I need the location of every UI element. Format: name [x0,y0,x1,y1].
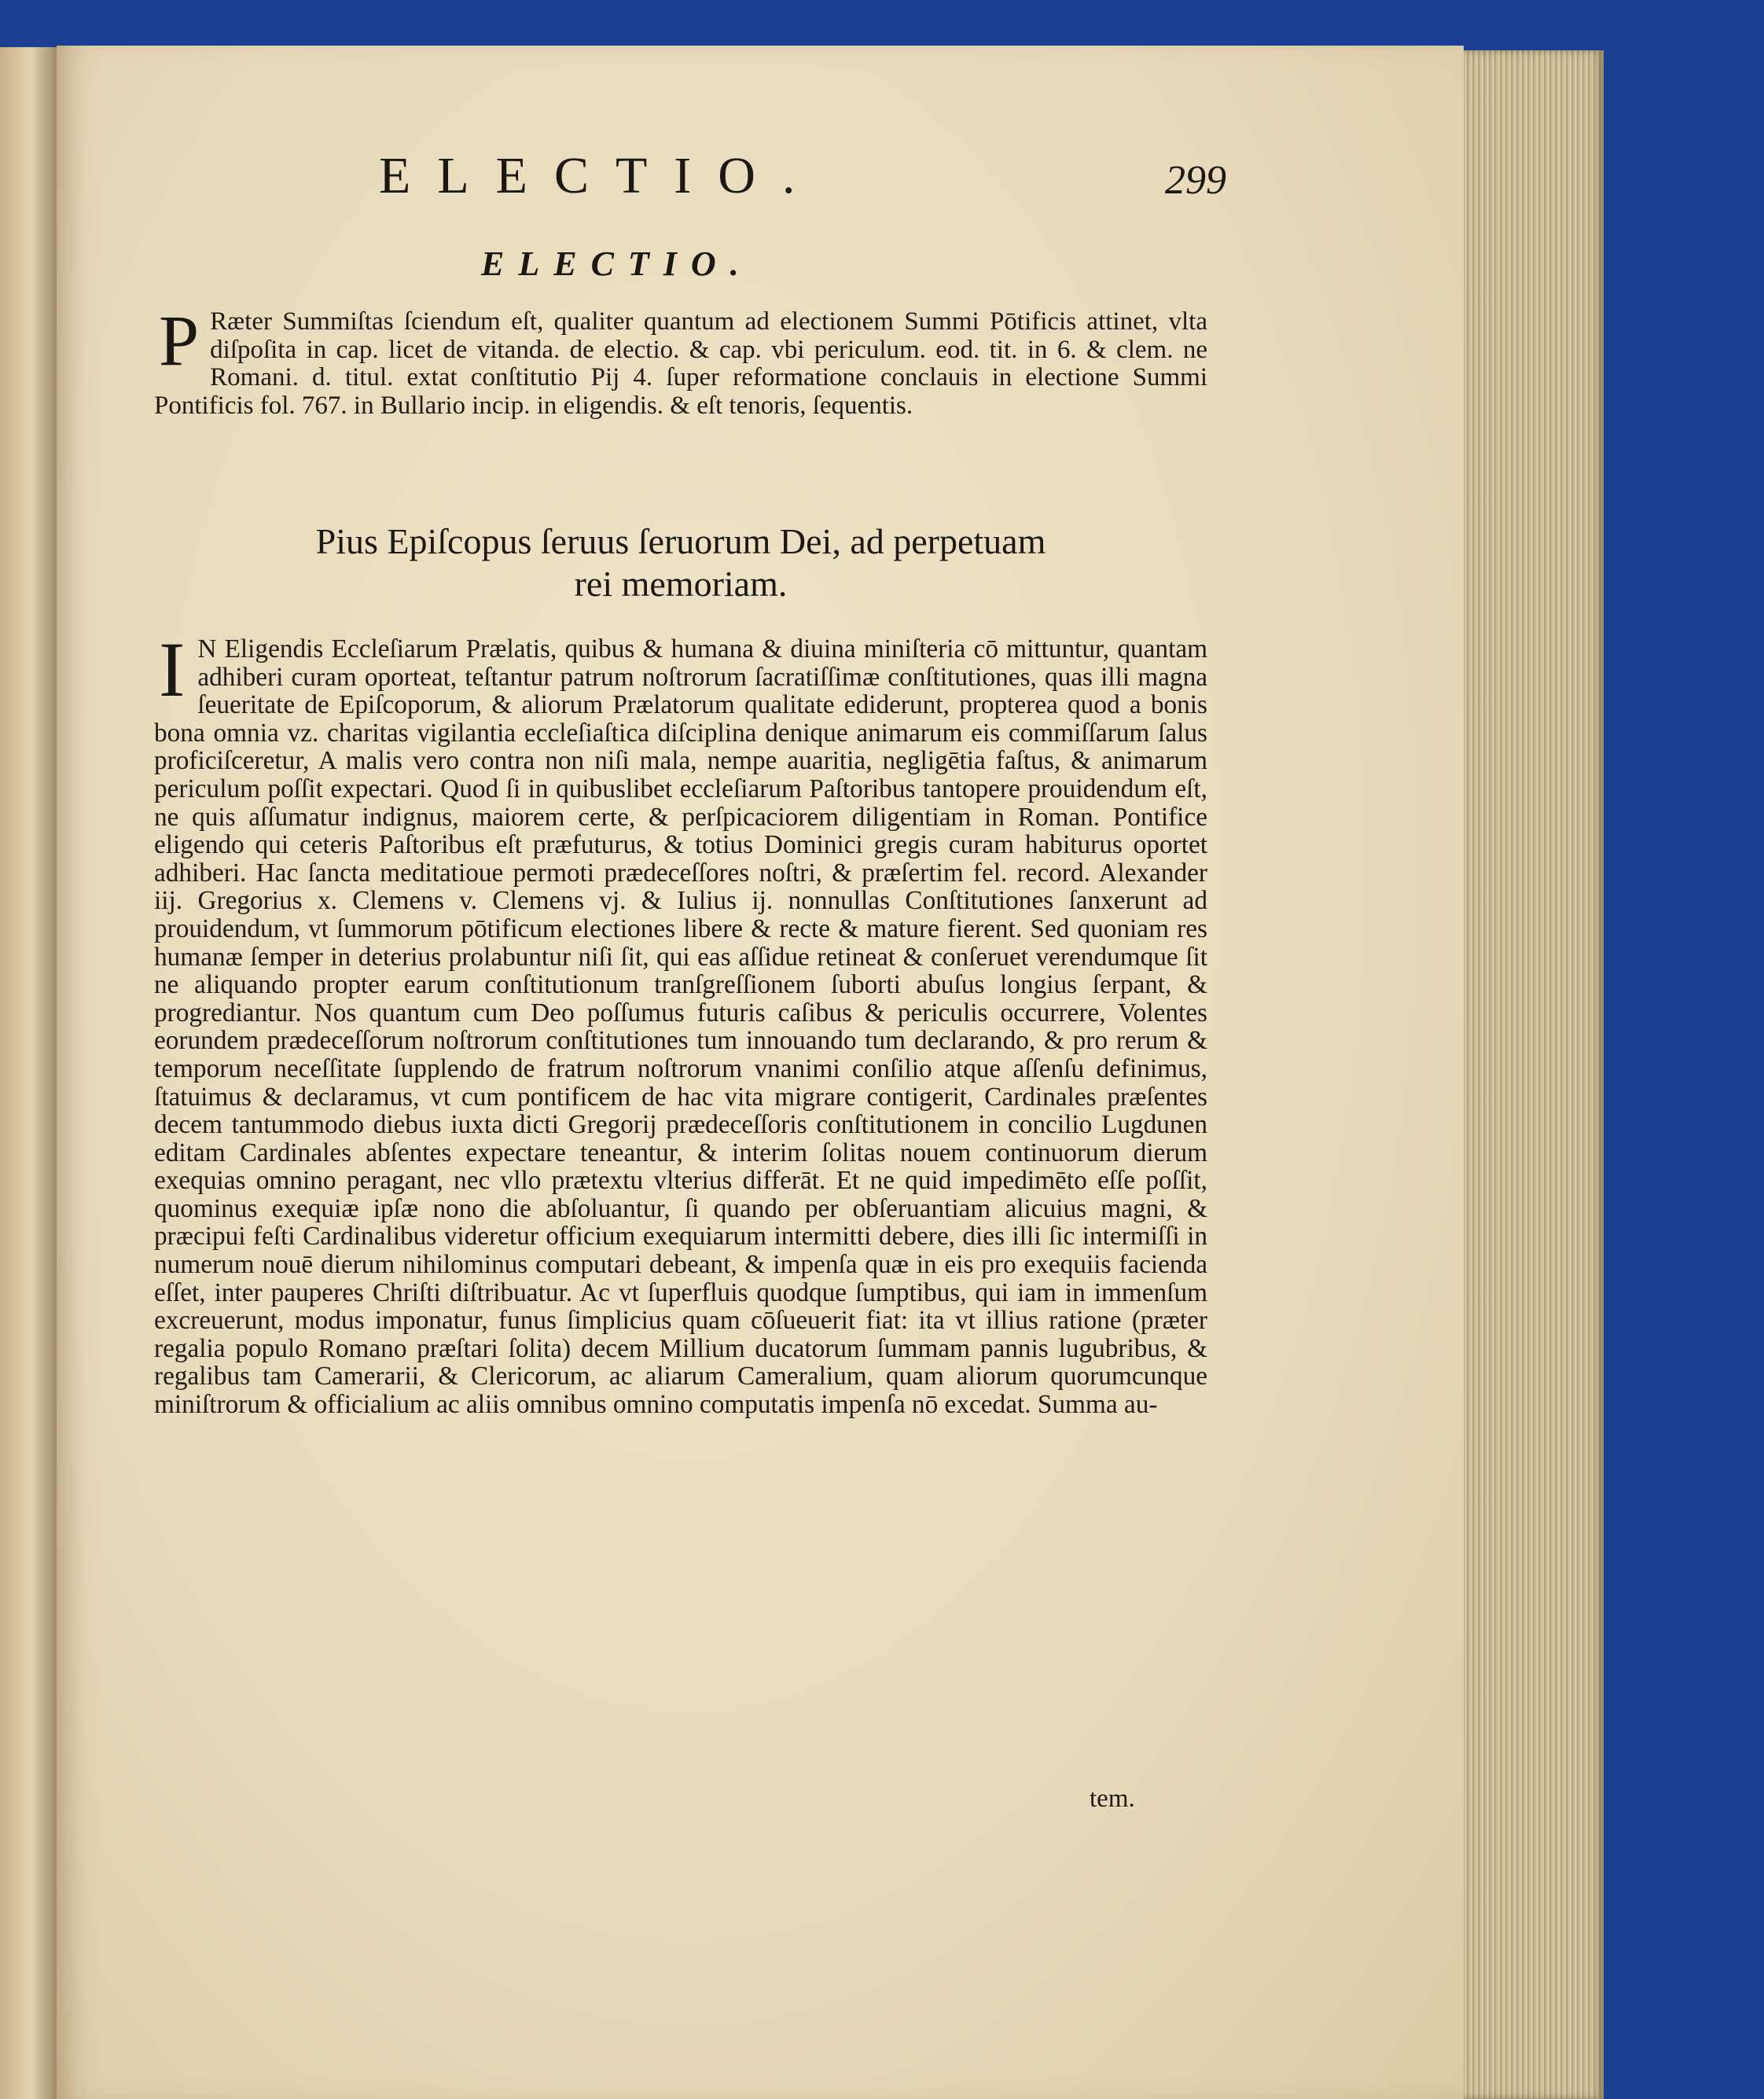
catchword: tem. [1090,1785,1135,1813]
body-text: N Eligendis Eccleſiarum Prælatis, quibus & humana & diuina miniſteria cō mittuntur, quantam adhiberi curam oporteat, teſtantur patrum noſtrorum ſacratiſſimæ conſtitutiones, quas illi magna ſeueritate de Epiſcoporum, & aliorum Prælatorum qualitate ediderunt, propterea quod a bonis bona omnia vz. charitas vigilantia eccleſiaſtica diſciplina denique animarum eis commiſſarum ſalus proficiſceretur, A malis vero contra non niſi mala, nempe auaritia, negligētia faſtus, & animarum periculum poſſit expectari. Quod ſi in quibuslibet eccleſiarum Paſtoribus tantopere prouidendum eſt, ne quis aſſumatur indignus, maiorem certe, & perſpicaciorem diligentiam in Roman. Pontifice eligendo qui ceteris Paſtoribus eſt præfuturus, & totius Dominici gregis curam habiturus oportet adhiberi. Hac ſancta meditatioue permoti prædeceſſores noſtri, & præſertim fel. record. Alexander iij. Gregorius x. Clemens v. Clemens vj. & Iulius ij. nonnullas Conſtitutiones ſanxerunt ad prouidendum, vt ſummorum pōtificum electiones libere & recte & mature fierent. Sed quoniam res humanæ ſemper in deterius prolabuntur niſi ſit, qui eas aſſidue retineat & conſeruet verendumque ſit ne aliquando propter earum conſtitutionum tranſgreſſionem ſuborti abuſus longius ſerpant, & progrediantur. Nos quantum cum Deo poſſumus futuris caſibus & periculis occurrere, Volentes eorundem prædeceſſorum noſtrorum conſtitutiones tum innouando tum declarando, & pro rerum & temporum neceſſitate ſupplendo de fratrum noſtrorum vnanimi conſilio atque aſſenſu definimus, ſtatuimus & declaramus, vt cum pontificem de hac vita migrare contigerit, Cardinales præſentes decem tantummodo diebus iuxta dicti Gregorij prædeceſſoris conſtitutionem in concilio Lugdunen editam Cardinales abſentes expectare teneantur, & interim ſolitas nouem continuorum dierum exequias omnino peragant, nec vllo prætextu vlterius differāt. Et ne quid impedimēto eſſe poſſit, quominus exequiæ ipſæ nono die abſoluantur, ſi quando per obſeruantiam alicuius magni, & præcipui feſti Cardinalibus videretur officium exequiarum intermitti debere, dies illi ſic intermiſſi in numerum nouē dierum nihilominus computari debeant, & impenſa quæ in eis pro exequiis facienda eſſet, inter pauperes Chriſti diſtribuatur. Ac vt ſuperfluis quodque ſumptibus, qui iam in immenſum excreuerunt, modus imponatur, funus ſimplicius quam cōſueuerit fiat: ita vt illius ratione (præter regalia populo Romano præſtari ſolita) decem Millium ducatorum ſummam pannis lugubribus, & regalibus tam Camerarii, & Clericorum, ac aliarum Cameralium, quam aliorum quorumcunque miniſtrorum & officialium ac aliis omnibus omnino computatis impenſa nō excedat. Summa au- [154,634,1207,1420]
bull-heading-line1: Pius Epiſcopus ſeruus ſeruorum Dei, ad perpetuam [315,521,1046,561]
page-edges-block [1464,50,1604,2099]
intro-dropcap: P [159,300,200,380]
body-paragraph [154,626,1207,1420]
section-title: ELECTIO. [481,244,753,283]
running-head [228,146,1226,209]
running-head-title: ELECTIO. [379,147,822,204]
intro-text: Ræter Summiſtas ſciendum eſt, qualiter quantum ad electionem Summi Pōtificis attinet, vlta diſpoſita in cap. licet de vitanda. de electio. & cap. vbi periculum. eod. tit. in 6. & clem. ne Romani. d. titul. extat conſtitutio Pij 4. ſuper reformatione conclauis in electione Summi Pontificis fol. 767. in Bullario incip. in eligendis. & eſt tenoris, ſequentis. [154,307,1207,420]
intro-paragraph [154,300,1207,420]
page-number: 299 [1165,158,1226,203]
bull-heading [154,520,1207,605]
left-page-edge [0,47,57,2099]
body-dropcap: I [159,626,186,713]
bull-heading-line2: rei memoriam. [574,564,788,604]
